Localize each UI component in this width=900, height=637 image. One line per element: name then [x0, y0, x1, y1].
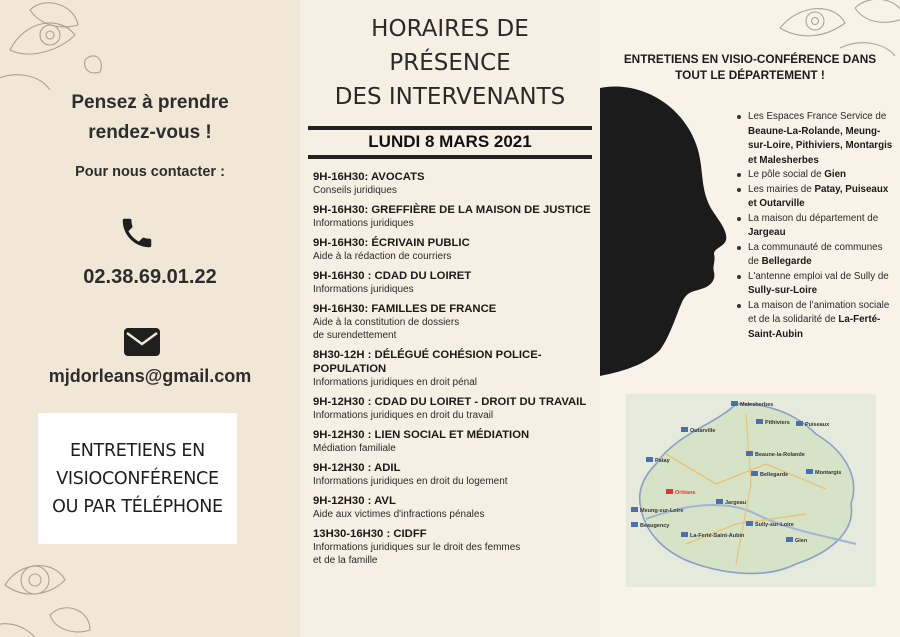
envelope-icon [123, 327, 161, 357]
box-line-3: OU PAR TÉLÉPHONE [52, 497, 223, 517]
location-name: Sully-sur-Loire [748, 285, 818, 296]
schedule-item [313, 348, 598, 389]
location-prefix: Les Espaces France Service de [748, 111, 887, 122]
map-graphic [626, 394, 876, 587]
remote-title [600, 51, 900, 83]
location-prefix: Les mairies de [748, 183, 815, 195]
svg-text:Sully-sur-Loire: Sully-sur-Loire [755, 522, 794, 528]
svg-text:Beaune-la-Rolande: Beaune-la-Rolande [755, 452, 805, 458]
schedule-date: LUNDI 8 MARS 2021 [368, 132, 532, 151]
location-item [736, 212, 896, 241]
svg-text:Montargis: Montargis [815, 470, 842, 476]
svg-text:Gien: Gien [795, 538, 808, 544]
title-line-3: DES INTERVENANTS [334, 84, 566, 110]
svg-text:Malesherbes: Malesherbes [740, 402, 774, 408]
schedule-description: Aide aux victimes d'infractions pénales [313, 509, 485, 520]
location-prefix: La communauté de communes de [748, 241, 883, 267]
schedule-description: Aide à la rédaction de courriers [313, 251, 452, 262]
location-prefix: La maison du département de [748, 212, 879, 224]
location-name: Bellegarde [761, 256, 812, 267]
location-item [736, 168, 896, 183]
email-address[interactable]: mjdorleans@gmail.com [48, 366, 252, 386]
svg-text:Beaugency: Beaugency [640, 523, 670, 529]
schedule-item [313, 461, 598, 488]
schedule-description: Informations juridiques sur le droit des femmes [313, 542, 521, 553]
schedule-description: Informations juridiques en droit du travail [313, 410, 494, 421]
svg-text:Orléans: Orléans [675, 490, 696, 496]
schedule-time: 9H-12H30 : LIEN SOCIAL ET MÉDIATION [313, 429, 530, 441]
schedule-item [313, 428, 598, 455]
floral-decoration-top-right [770, 0, 900, 58]
location-name: Patay, Puiseaux et Outarville [748, 183, 889, 209]
box-line-2: VISIOCONFÉRENCE [56, 469, 219, 489]
location-prefix: L'antenne emploi val de Sully de [748, 270, 889, 282]
phone-number[interactable]: 02.38.69.01.22 [83, 266, 217, 288]
schedule-item [313, 269, 598, 296]
middle-panel [300, 0, 600, 637]
remote-consultation-box [38, 413, 237, 544]
svg-text:Outarville: Outarville [690, 428, 716, 434]
loiret-map[interactable] [626, 394, 876, 587]
floral-decoration-top-left [0, 0, 110, 100]
schedule-item [313, 236, 598, 263]
head-silhouette-image [600, 80, 740, 380]
reminder-line-2: rendez-vous ! [88, 122, 212, 143]
divider-top [308, 126, 592, 130]
schedule-description: et de la famille [313, 555, 378, 566]
remote-title-line-2: TOUT LE DÉPARTEMENT ! [675, 68, 825, 82]
svg-text:La-Ferté-Saint-Aubin: La-Ferté-Saint-Aubin [690, 533, 745, 539]
schedule-list [313, 170, 598, 573]
schedule-time: 9H-16H30: ÉCRIVAIN PUBLIC [313, 237, 470, 249]
location-name: Jargeau [748, 227, 786, 238]
schedule-item [313, 494, 598, 521]
left-panel [0, 0, 300, 637]
phone-icon [118, 214, 156, 252]
schedule-description: Conseils juridiques [313, 185, 397, 196]
svg-text:Meung-sur-Loire: Meung-sur-Loire [640, 508, 684, 514]
schedule-time: 9H-16H30: GREFFIÈRE DE LA MAISON DE JUSTICE [313, 204, 591, 216]
svg-text:Jargeau: Jargeau [725, 500, 747, 506]
schedule-time: 9H-16H30: FAMILLES DE FRANCE [313, 303, 497, 315]
schedule-description: de surendettement [313, 330, 397, 341]
location-name: La-Ferté-Saint-Aubin [748, 314, 881, 340]
location-item [736, 183, 896, 212]
title-line-2: PRÉSENCE [389, 50, 511, 76]
location-item [736, 241, 896, 270]
schedule-time: 8H30-12H : DÉLÉGUÉ COHÉSION POLICE-POPULATION [313, 349, 542, 375]
schedule-description: Médiation familiale [313, 443, 396, 454]
svg-text:Pithiviers: Pithiviers [765, 420, 790, 426]
location-name: Beaune-La-Rolande, Meung-sur-Loire, Pithiviers, Montargis et Malesherbes [748, 125, 893, 166]
right-panel [600, 0, 900, 637]
title-line-1: HORAIRES DE [371, 16, 529, 42]
schedule-time: 9H-16H30: AVOCATS [313, 171, 425, 183]
location-item [736, 270, 896, 299]
reminder-text [0, 88, 300, 148]
schedule-time: 9H-12H30 : ADIL [313, 462, 401, 474]
schedule-title [300, 12, 600, 114]
svg-text:Patay: Patay [655, 458, 670, 464]
divider-bottom [308, 155, 592, 159]
schedule-time: 13H30-16H30 : CIDFF [313, 528, 427, 540]
map-label [746, 451, 805, 458]
schedule-time: 9H-12H30 : CDAD DU LOIRET - DROIT DU TRAVAIL [313, 396, 587, 408]
schedule-item [313, 395, 598, 422]
location-prefix: Le pôle social de [748, 169, 825, 180]
svg-text:Bellegarde: Bellegarde [760, 472, 789, 478]
schedule-description: Informations juridiques [313, 284, 414, 295]
box-line-1: ENTRETIENS EN [70, 441, 205, 461]
schedule-item [313, 527, 598, 567]
schedule-item [313, 302, 598, 342]
location-item [736, 299, 896, 343]
locations-list [736, 110, 896, 342]
schedule-description: Informations juridiques en droit pénal [313, 377, 477, 388]
svg-text:Puiseaux: Puiseaux [805, 422, 830, 428]
location-item [736, 110, 896, 168]
schedule-item [313, 203, 598, 230]
reminder-line-1: Pensez à prendre [71, 92, 229, 113]
schedule-description: Aide à la constitution de dossiers [313, 317, 460, 328]
location-name: Gien [824, 169, 847, 180]
schedule-time: 9H-12H30 : AVL [313, 495, 396, 507]
schedule-description: Informations juridiques [313, 218, 414, 229]
schedule-time: 9H-16H30 : CDAD DU LOIRET [313, 270, 472, 282]
schedule-description: Informations juridiques en droit du logement [313, 476, 508, 487]
map-label [681, 532, 745, 539]
remote-title-line-1: ENTRETIENS EN VISIO-CONFÉRENCE DANS [623, 52, 877, 66]
schedule-item [313, 170, 598, 197]
location-prefix: La maison de l'animation sociale et de la solidarité de [748, 299, 890, 325]
contact-label: Pour nous contacter : [75, 164, 225, 180]
